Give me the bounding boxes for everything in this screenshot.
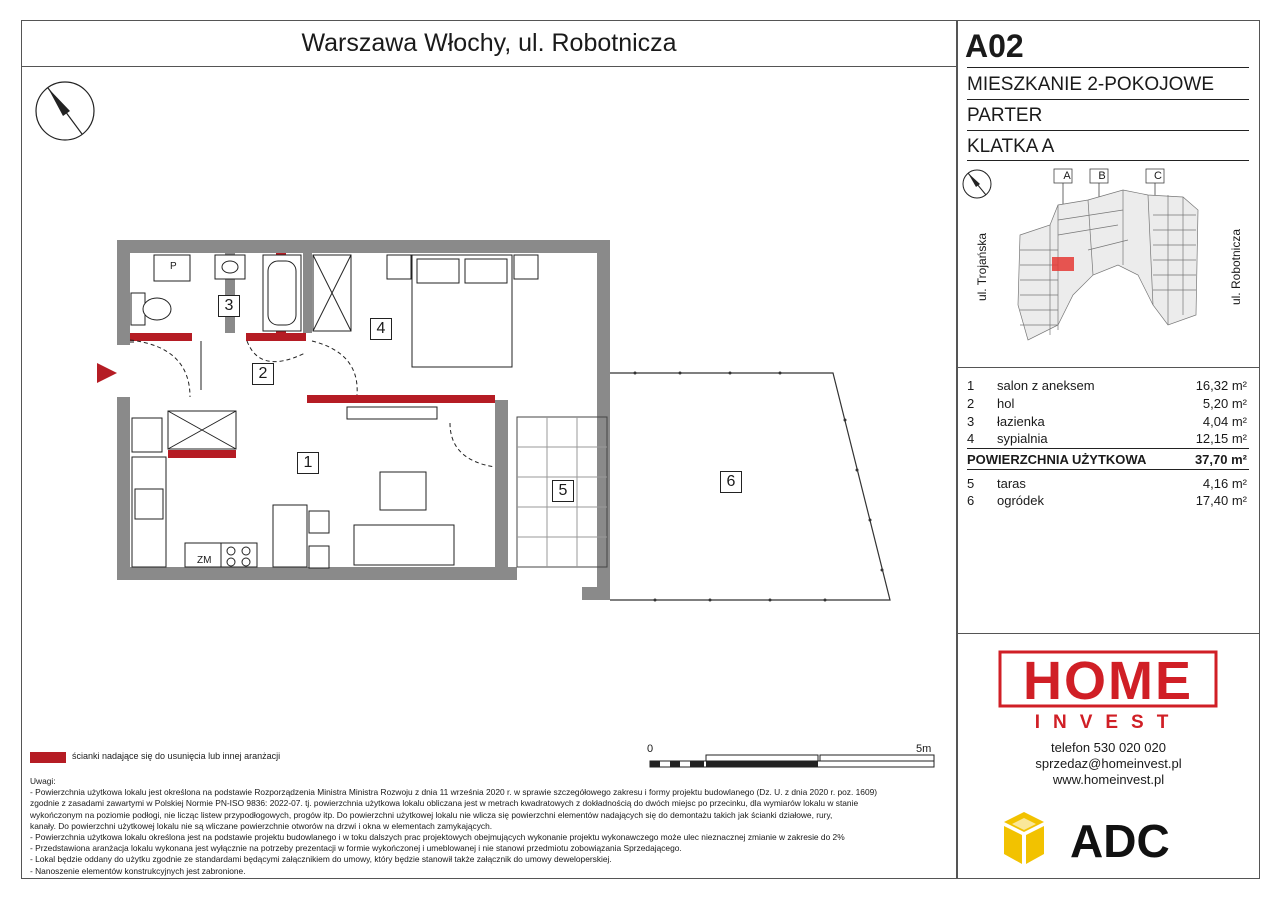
unit-stairwell: KLATKA A <box>967 136 1055 157</box>
compass-icon <box>30 76 100 146</box>
stairwell-label: B <box>1098 170 1106 182</box>
separator <box>967 67 1249 68</box>
scale-end: 5m <box>916 743 932 755</box>
compass-icon <box>963 170 991 198</box>
area-row: 4 sypialnia 12,15 m² <box>967 431 1247 446</box>
street-label: ul. Trojańska <box>975 232 989 302</box>
area-row: 2 hol 5,20 m² <box>967 396 1247 411</box>
legend-text: ścianki nadające się do usunięcia lub innej aranżacji <box>72 751 281 761</box>
scale-bar <box>648 752 938 772</box>
area-row: 6 ogródek 17,40 m² <box>967 493 1247 508</box>
notes-title: Uwagi: <box>30 776 56 786</box>
note-line: - Powierzchnia użytkowa lokalu jest określona na podstawie Rozporządzenia Ministra Ministra Rozwoju z dnia 11 września 2020 r. w sprawie szczegółowego zakresu i formy projektu budowlanego (Dz. U. z dnia 2020 r. poz. 1609) <box>30 787 878 798</box>
area-row: 3 łazienka 4,04 m² <box>967 414 1247 429</box>
address-title: Warszawa Włochy, ul. Robotnicza <box>301 29 677 57</box>
stairwell-label: C <box>1154 170 1162 182</box>
room-number: 1 <box>297 452 319 474</box>
adc-logo <box>1000 808 1210 870</box>
note-line: kanały. Do powierzchni użytkowej lokalu nie są wliczane powierzchnie otworów na drzwi i okna w elementach zamykających. <box>30 820 493 831</box>
floor-plan <box>95 235 905 610</box>
room-number: 5 <box>552 480 574 502</box>
phone: telefon 530 020 020 <box>1051 740 1166 755</box>
svg-text:INVEST: INVEST <box>1034 712 1182 732</box>
fixture-label: P <box>170 261 177 272</box>
legend-swatch <box>30 752 66 763</box>
garden-boundary <box>610 373 890 600</box>
note-line: - Przedstawiona aranżacja lokalu wykonana jest wyłącznie na potrzeby prezentacji w formie wykończonej i umeblowanej i nie stanowi przedmiotu zobowiązania Sprzedającego. <box>30 843 682 854</box>
svg-text:ADC: ADC <box>1070 815 1170 867</box>
separator <box>967 130 1249 131</box>
separator <box>958 367 1259 368</box>
note-line: zgodnie z zasadami zawartymi w Polskiej Normie PN-ISO 9836: 2022-07. tj. powierzchnia użytkowa lokalu obliczana jest w metrach kwadratowych z dokładnością do dwóch miejsc po przecinku, dla wymiarów lokalu w stanie <box>30 798 859 809</box>
notes <box>30 776 950 877</box>
note-line: - Lokal będzie oddany do użytku zgodnie ze standardami będącymi załącznikiem do umowy, który będzie stanowił także załącznik do umowy deweloperskiej. <box>30 854 612 865</box>
separator <box>967 448 1249 449</box>
room-number: 2 <box>252 363 274 385</box>
note-line: wykończonym na poziomie podłogi, nie licząc listew przypodłogowych, progów itp. Do powierzchni użytkowej lokalu nie wlicza się powierzchni elementów nadających się do demontażu takich jak ścianki działowe, rury, <box>30 809 833 820</box>
area-row: 1 salon z aneksem 16,32 m² <box>967 378 1247 393</box>
home-invest-logo <box>998 650 1220 732</box>
email-link[interactable]: sprzedaz@homeinvest.pl <box>1035 756 1182 771</box>
note-line: - Powierzchnia użytkowa lokalu określona jest na podstawie projektu budowlanego i w toku dalszych prac projektowych obejmujących wykonanie projektu wykonawczego może ulec nieznacznej zmianie w zakresie do 2% <box>30 832 845 843</box>
note-line: - Nanoszenie elementów konstrukcyjnych jest zabronione. <box>30 865 246 876</box>
fixture-label: ZM <box>197 555 212 566</box>
unit-code: A02 <box>965 28 1024 64</box>
scale-start: 0 <box>647 743 654 755</box>
separator <box>958 633 1259 634</box>
unit-type: MIESZKANIE 2-POKOJOWE <box>967 74 1215 95</box>
room-number: 6 <box>720 471 742 493</box>
separator <box>967 469 1249 470</box>
room-number: 3 <box>218 295 240 317</box>
separator <box>967 160 1249 161</box>
street-label: ul. Robotnicza <box>1229 228 1243 306</box>
site-plan <box>958 165 1258 365</box>
usable-area-row: POWIERZCHNIA UŻYTKOWA 37,70 m² <box>967 452 1247 467</box>
unit-highlight <box>1052 257 1074 271</box>
unit-floor: PARTER <box>967 105 1043 126</box>
svg-text:HOME: HOME <box>1023 651 1193 711</box>
area-row: 5 taras 4,16 m² <box>967 476 1247 491</box>
entrance-arrow-icon <box>97 363 117 383</box>
separator <box>967 99 1249 100</box>
stairwell-label: A <box>1063 170 1071 182</box>
room-number: 4 <box>370 318 392 340</box>
website-link[interactable]: www.homeinvest.pl <box>1052 772 1165 787</box>
